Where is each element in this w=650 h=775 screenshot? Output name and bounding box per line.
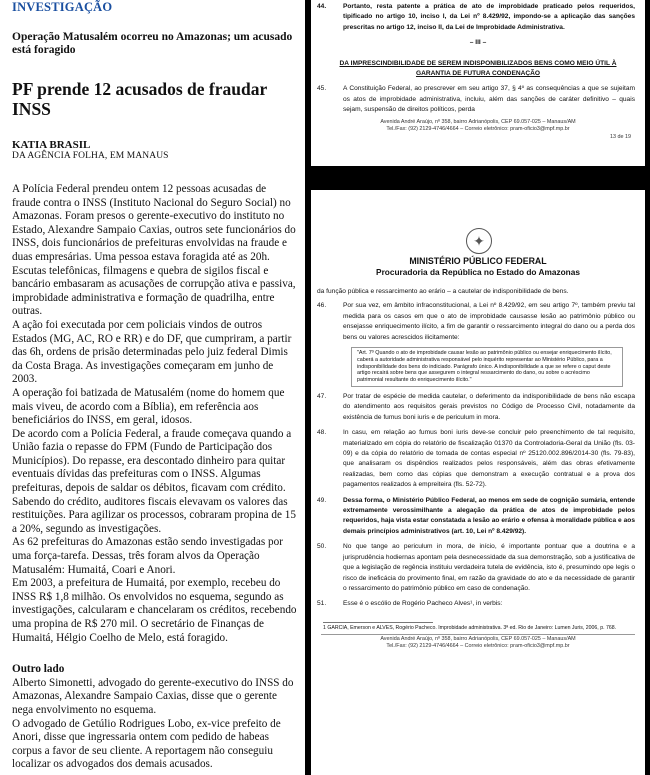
article-paragraph: As 62 prefeituras do Amazonas estão sendo investigadas por uma força-tarefa. Dessas, três foram alvos da Operação Matusalém: Humaitá, Coari e Anori. bbox=[12, 536, 283, 576]
section-heading: DA IMPRESCINDIBILIDADE DE SEREM INDISPONIBILIZADOS BENS COMO MEIO ÚTIL À GARANTIA DE FUTURA CONDENAÇÃO bbox=[339, 59, 617, 78]
article-paragraph: De acordo com a Polícia Federal, a fraude começava quando a União fazia o repasse do FPM (Fundo de Participação dos Municípios). Do repasse, era descontado dinheiro para quitar eventuais dívidas das prefeituras com o INSS. Algumas prefeituras, depois de saldar os débitos, ficavam com crédito. Sabendo do crédito, auditores fiscais elevavam os valores das restituições. Para agilizar os processos, cobraram propina de 15 a 20%, segundo as investigações. bbox=[12, 427, 296, 535]
lead-line: da função pública e ressarcimento ao erário – a cautelar de indisponibilidade de bens. bbox=[317, 288, 569, 295]
article-body-2 bbox=[12, 677, 297, 772]
article-author: KATIA BRASIL bbox=[12, 139, 91, 151]
org-name: MINISTÉRIO PÚBLICO FEDERAL bbox=[409, 256, 547, 266]
paragraph-50: 50. No que tange ao periculum in mora, de início, é importante pontuar que a doutrina e a jurisprudência hodiernas apontam pela desnecessidade da sua demonstração, sob a justificativa de que a legislação de regência instituiu verdadeira tutela de evidência, isto é, presumindo ope legis o risco de ineficácia do provimento final, em razão da gravidade do ato e da necessidade de garantir o ressarcimento do patrimônio público em caso de condenação. bbox=[317, 543, 635, 592]
article-paragraph: O advogado de Getúlio Rodrigues Lobo, ex-vice prefeito de Anori, disse que ingressaria ontem com pedido de habeas corpus a favor de seu cliente. A reportagem não conseguiu localizar os advogados dos demais acusados. bbox=[12, 717, 281, 771]
newspaper-clipping bbox=[0, 0, 305, 775]
section-roman: – III – bbox=[469, 39, 487, 47]
article-paragraph: Alberto Simonetti, advogado do gerente-executivo do INSS do Amazonas, Alexandre Sampaio Caxias, disse que o gerente nega envolvimento no esquema. bbox=[12, 676, 294, 716]
law-quote: "Art. 7º Quando o ato de improbidade causar lesão ao patrimônio público ou ensejar enriquecimento ilícito, caberá a autoridade administrativa responsável pelo inquérito representar ao Ministério Público, para a indisponibilidade dos bens do indiciado. Parágrafo único. A indisponibilidade a que se refere o caput deste artigo recairá sobre bens que assegurem o integral ressarcimento do dano, ou sobre o acréscimo patrimonial resultante do enriquecimento ilícito." bbox=[351, 347, 623, 387]
paragraph-46: 46. Por sua vez, em âmbito infraconstitucional, a Lei nº 8.429/92, em seu artigo 7º, também previu tal medida para os casos em que o ato de improbidade causasse lesão ao patrimônio público ou ensejasse enriquecimento ilícito, a fim de garantir o ressarcimento integral do dano ou a perda dos bens ou valores acrescidos ilicitamente: bbox=[317, 302, 635, 341]
paragraph-44: 44. Portanto, resta patente a prática de ato de improbidade praticado pelos requeridos, tipificado no artigo 10, inciso I, da Lei nº 8.429/92, impondo-se a aplicação das sanções prescritas no artigo 12, inciso II, da Lei de Improbidade Administrativa. bbox=[317, 3, 635, 31]
footnote-divider bbox=[323, 622, 433, 623]
article-paragraph: Escutas telefônicas, filmagens e quebra de sigilos fiscal e bancário embasaram as acusações de corrupção ativa e passiva, improbidade administrativa e formação de quadrilha, entre outras. bbox=[12, 264, 296, 318]
page-number: 13 de 19 bbox=[610, 133, 631, 140]
article-agency: DA AGÊNCIA FOLHA, EM MANAUS bbox=[12, 151, 169, 161]
paragraph-49: 49. Dessa forma, o Ministério Público Federal, ao menos em sede de cognição sumária, entende extremamente verossimilhante a alegação da prática de atos de improbidade pelos requeridos, haja vista estar constatada a lesão ao erário e ofensa à moralidade pública e aos demais princípios administrativos (art. 10, Lei nº 8.429/92). bbox=[317, 496, 635, 535]
paragraph-47: 47. Por tratar de espécie de medida cautelar, o deferimento da indisponibilidade de bens não escapa do atendimento aos requisitos gerais previstos no Código de Processo Civil, notadamente da existência de fumus boni iuris e de periculum in mora. bbox=[317, 393, 635, 421]
section-label: INVESTIGAÇÃO bbox=[12, 0, 113, 14]
org-unit: Procuradoria da República no Estado do Amazonas bbox=[376, 267, 580, 277]
paragraph-51: 51. Esse é o escólio de Rogério Pacheco Alves¹, in verbis: bbox=[317, 600, 503, 608]
article-paragraph: Em 2003, a prefeitura de Humaitá, por exemplo, recebeu do INSS R$ 1,8 milhão. Os envolvidos no esquema, segundo as investigações, calcularam e chancelaram os créditos, recebendo uma propina de R$ 270 mil. O secretário de Finanças de Humaitá, Hélgio Coelho de Melo, está foragido. bbox=[12, 577, 297, 644]
page-footer-address: Avenida André Araújo, nº 358, bairro Adrianópolis, CEP 69.057-025 – Manaus/AM bbox=[380, 635, 576, 642]
footnote: 1 GARCIA, Emerson e ALVES, Rogério Pacheco. Improbidade administrativa. 3ª ed. Rio de Janeiro: Lumen Juris, 2006, p. 768. bbox=[323, 624, 617, 631]
page-footer-address: Avenida André Araújo, nº 358, bairro Adrianópolis, CEP 69.057-025 – Manaus/AM bbox=[380, 118, 576, 125]
page-footer-contact: Tel./Fax: (92) 2129-4746/4664 – Correio eletrônico: pram-oficio3@mpf.mp.br bbox=[386, 643, 570, 650]
article-headline: PF prende 12 acusados de fraudar INSS bbox=[12, 79, 267, 119]
article-subtitle: Operação Matusalém ocorreu no Amazonas; um acusado está foragido bbox=[12, 31, 293, 56]
article-paragraph: A operação foi batizada de Matusalém (nome do homem que mais viveu, de acordo com a Bíblia), em referência aos beneficiários do INSS, em geral, idosos. bbox=[12, 386, 285, 427]
article-body bbox=[12, 183, 297, 645]
paragraph-48: 48. In casu, em relação ao fumus boni iuris deve-se concluir pelo preenchimento de tal requisito, materializado em cópia do relatório de fiscalização 01370 da Controladoria-Geral da União (fls. 03-09) e da cópia do relatório de tomada de contas especial nº 25120.002.896/2014-30 (fls. 79-83), que analisaram os dispêndios realizados pelos responsáveis, além das obras efetivamente realizadas, bem como das cópias que demonstram a execução contratual e a prova dos pagamentos realizados à empreiteira (fls. 52-72). bbox=[317, 429, 635, 489]
document-page-top bbox=[311, 0, 645, 166]
paragraph-45: 45. A Constituição Federal, ao prescrever em seu artigo 37, § 4º as consequências a que se sujeitam os atos de improbidade administrativa, incluiu, além das sanções de caráter definitivo – quais sejam, suspensão de direitos políticos, perda bbox=[317, 85, 635, 114]
page-footer-contact: Tel./Fax: (92) 2129-4746/4664 – Correio eletrônico: pram-oficio3@mpf.mp.br bbox=[386, 126, 570, 133]
footer-divider bbox=[321, 634, 635, 635]
article-intertitle: Outro lado bbox=[12, 663, 65, 676]
crest-icon: ✦ bbox=[466, 228, 492, 254]
article-paragraph: A ação foi executada por cem policiais vindos de outros Estados (MG, AC, RO e RR) e do DF, que cumpriram, a partir das 6h, ordens de prisão determinadas pelo juiz federal Dimis da Costa Braga. As investigações começaram em junho de 2003. bbox=[12, 318, 292, 386]
article-paragraph: A Polícia Federal prendeu ontem 12 pessoas acusadas de fraude contra o INSS (Instituto Nacional do Seguro Social) no Amazonas. Foram presos o gerente-executivo do instituto no Estado, Alexandre Sampaio Caxias, outros sete funcionários do INSS, dois funcionários de prefeituras envolvidas na fraude e duas empresárias. Uma pessoa estava foragida até as 20h. bbox=[12, 183, 296, 263]
document-page-bottom bbox=[311, 190, 645, 775]
